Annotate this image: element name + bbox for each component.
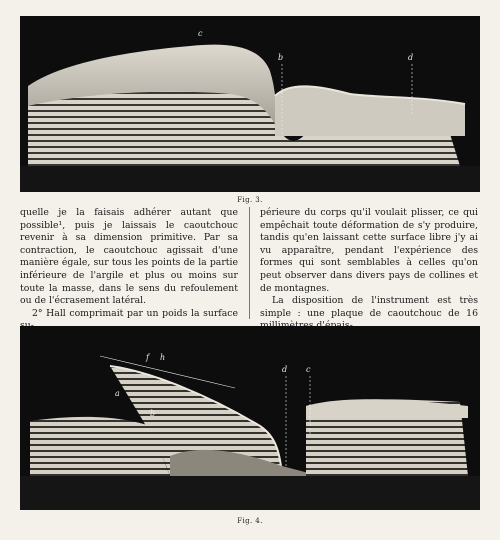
figure-3-image [20, 16, 480, 192]
figure-4-image [20, 326, 480, 510]
figure-3-caption: Fig. 3. [237, 196, 263, 204]
text-column-right [260, 207, 478, 333]
fig3-letter-b: b [278, 53, 284, 62]
fig3-letter-c: c [198, 29, 203, 38]
right-paragraph-1: périeure du corps qu'il voulait plisser, ce qui empêchait toute déformation de s'y produire, tandis qu'en laissant cette surface libre j'y ai vu apparaître, pendant l'expérience des formes qui sont semblables à celles qu'on peut observer dans divers pays de collines et de montagnes. [260, 207, 478, 294]
fig4-letter-f: f [146, 353, 149, 362]
text-column-left [20, 207, 238, 333]
fig4-letter-h: h [160, 353, 166, 362]
left-paragraph-1: quelle je la faisais adhérer autant que possible¹, puis je laissais le caoutchouc revenir à sa dimension primitive. Par sa contraction, le caoutchouc agissait d'une manière égale, sur tous les points de la partie inférieure de l'argile et plus ou moins sur toute la masse, dans le sens du refoulement ou de l'écrasement latéral. [20, 207, 238, 307]
fig4-letter-d: d [282, 365, 288, 374]
column-divider [249, 207, 250, 319]
figure-4-caption: Fig. 4. [237, 517, 263, 525]
fig4-letter-a: a [115, 389, 120, 398]
left-paragraph-2: 2° Hall comprimait par un poids la surface [32, 307, 238, 319]
fig3-letter-d: d [408, 53, 414, 62]
fig4-letter-b: b [150, 409, 156, 418]
fig4-letter-c: c [306, 365, 311, 374]
right-paragraph-2: La disposition de l'instrument est très simple : une plaque de caoutchouc de 16 [260, 295, 478, 319]
